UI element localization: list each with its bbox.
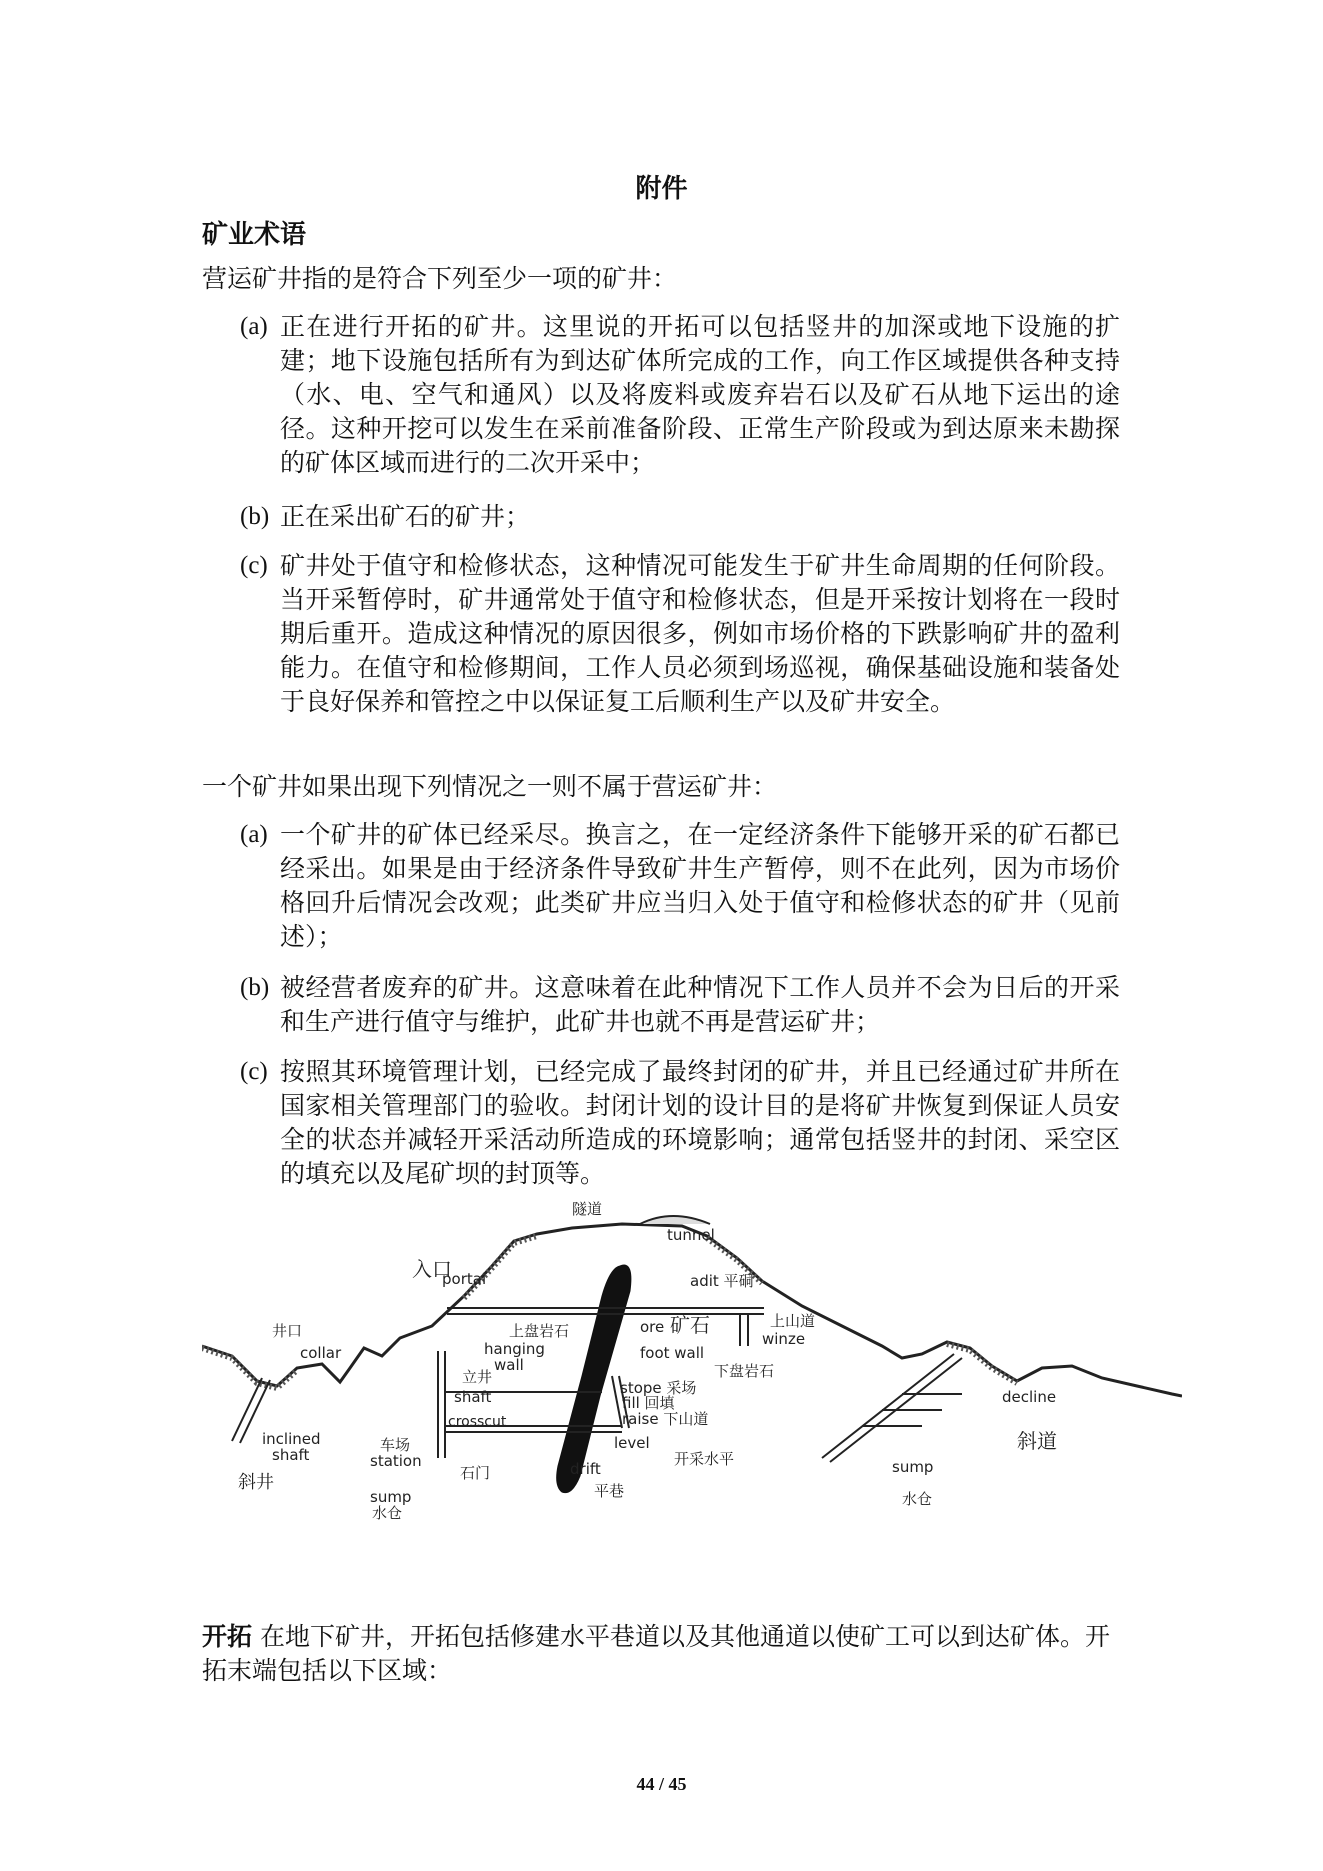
label-adit: adit 平硐 xyxy=(690,1272,754,1290)
label-crosscut-cn: 石门 xyxy=(460,1464,491,1482)
list-item-label: (a) xyxy=(240,821,268,848)
list-item-label: (b) xyxy=(240,503,270,530)
page-number: 44 / 45 xyxy=(636,1774,687,1794)
list-item-text: 一个矿井的矿体已经采尽。换言之，在一定经济条件下能够开采的矿石都已经采出。如果是由于经济条件导致矿井生产暂停，则不在此列，因为市场价格回升后情况会改观；此类矿井应当归入处于值守和检修状态的矿井（见前述）； xyxy=(280,820,1120,951)
list-item xyxy=(240,971,1120,1039)
label-tunnel-en: tunnel xyxy=(667,1226,715,1244)
label-sump1-cn: 水仓 xyxy=(372,1504,403,1522)
label-level-en: level xyxy=(614,1434,650,1452)
list-item-text: 正在进行开拓的矿井。这里说的开拓可以包括竖井的加深或地下设施的扩建；地下设施包括所有为到达矿体所完成的工作，向工作区域提供各种支持（水、电、空气和通风）以及将废料或废弃岩石以及矿石从地下运出的途径。这种开挖可以发生在采前准备阶段、正常生产阶段或为到达原来未勘探的矿体区域而进行的二次开采中； xyxy=(280,312,1120,477)
label-stope: stope 采场 xyxy=(620,1379,697,1397)
label-sump2-en: sump xyxy=(892,1458,934,1476)
label-raise: raise 下山道 xyxy=(622,1410,709,1428)
list-item-label: (a) xyxy=(240,313,268,340)
intro2-paragraph: 一个矿井如果出现下列情况之一则不属于营运矿井： xyxy=(202,772,778,801)
list-item-label: (b) xyxy=(240,974,270,1001)
label-hanging-cn: 上盘岩石 xyxy=(509,1322,570,1340)
label-winze-en: winze xyxy=(762,1330,806,1348)
label-inclined-cn: 斜井 xyxy=(238,1472,274,1493)
list-item-text: 矿井处于值守和检修状态，这种情况可能发生于矿井生命周期的任何阶段。当开采暂停时，矿井通常处于值守和检修状态，但是开采按计划将在一段时期后重开。造成这种情况的原因很多，例如市场价格的下跌影响矿井的盈利能力。在值守和检修期间，工作人员必须到场巡视，确保基础设施和装备处于良好保养和管控之中以保证复工后顺利生产以及矿井安全。 xyxy=(280,551,1120,716)
list-item-text: 正在采出矿石的矿井； xyxy=(280,502,531,531)
list-item-text: 按照其环境管理计划，已经完成了最终封闭的矿井，并且已经通过矿井所在国家相关管理部门的验收。封闭计划的设计目的是将矿井恢复到保证人员安全的状态并减轻开采活动所造成的环境影响；通常包括竖井的封闭、采空区的填充以及尾矿坝的封顶等。 xyxy=(280,1057,1120,1188)
label-station-en: station xyxy=(370,1452,422,1470)
label-ore-cn: 矿石 xyxy=(670,1313,710,1337)
intro-paragraph: 营运矿井指的是符合下列至少一项的矿井： xyxy=(202,264,678,293)
list-item-text: 被经营者废弃的矿井。这意味着在此种情况下工作人员并不会为日后的开采和生产进行值守与维护，此矿井也就不再是营运矿井； xyxy=(280,973,1120,1036)
label-portal-cn: 入口 xyxy=(412,1257,452,1281)
label-hanging-en2: wall xyxy=(494,1356,524,1374)
label-shaft-cn: 立井 xyxy=(462,1368,493,1386)
closing-paragraph xyxy=(202,1620,1122,1688)
label-sump2-cn: 水仓 xyxy=(902,1490,933,1508)
label-decline-cn: 斜道 xyxy=(1017,1429,1057,1453)
label-ore-en: ore xyxy=(640,1318,665,1336)
label-shaft-en: shaft xyxy=(454,1388,492,1406)
list-item xyxy=(240,549,1120,719)
label-station-cn: 车场 xyxy=(380,1436,411,1454)
mine-diagram xyxy=(202,1196,1182,1561)
closing-term: 开拓 xyxy=(202,1622,253,1651)
label-footwall-en: foot wall xyxy=(640,1344,705,1362)
list-item xyxy=(240,1055,1120,1191)
label-level-cn: 开采水平 xyxy=(674,1450,735,1468)
label-drift-en: drift xyxy=(570,1460,601,1478)
section-heading: 矿业术语 xyxy=(202,220,307,250)
label-sump1-en: sump xyxy=(370,1488,412,1506)
closing-text: 在地下矿井，开拓包括修建水平巷道以及其他通道以使矿工可以到达矿体。开拓末端包括以下区域： xyxy=(202,1622,1110,1685)
label-winze-cn: 上山道 xyxy=(770,1312,816,1330)
label-decline-en: decline xyxy=(1002,1388,1057,1406)
label-hanging-en1: hanging xyxy=(484,1340,545,1358)
label-inclined-en1: inclined xyxy=(262,1430,321,1448)
mine-diagram-svg xyxy=(202,1196,1182,1561)
list-item-label: (c) xyxy=(240,1058,268,1085)
label-tunnel-cn: 隧道 xyxy=(572,1200,603,1218)
label-crosscut: crosscut xyxy=(448,1414,507,1430)
label-collar-cn: 井口 xyxy=(272,1322,303,1340)
label-fill: fill 回填 xyxy=(622,1394,675,1412)
label-portal-en: portal xyxy=(442,1270,487,1288)
list-item-label: (c) xyxy=(240,552,268,579)
list-item xyxy=(240,500,1120,534)
list-item xyxy=(240,310,1120,480)
label-inclined-en2: shaft xyxy=(272,1446,310,1464)
page-title: 附件 xyxy=(635,174,688,204)
label-footwall-cn: 下盘岩石 xyxy=(714,1362,775,1380)
label-drift-cn: 平巷 xyxy=(594,1482,625,1500)
list-item xyxy=(240,818,1120,954)
label-collar-en: collar xyxy=(300,1344,342,1362)
